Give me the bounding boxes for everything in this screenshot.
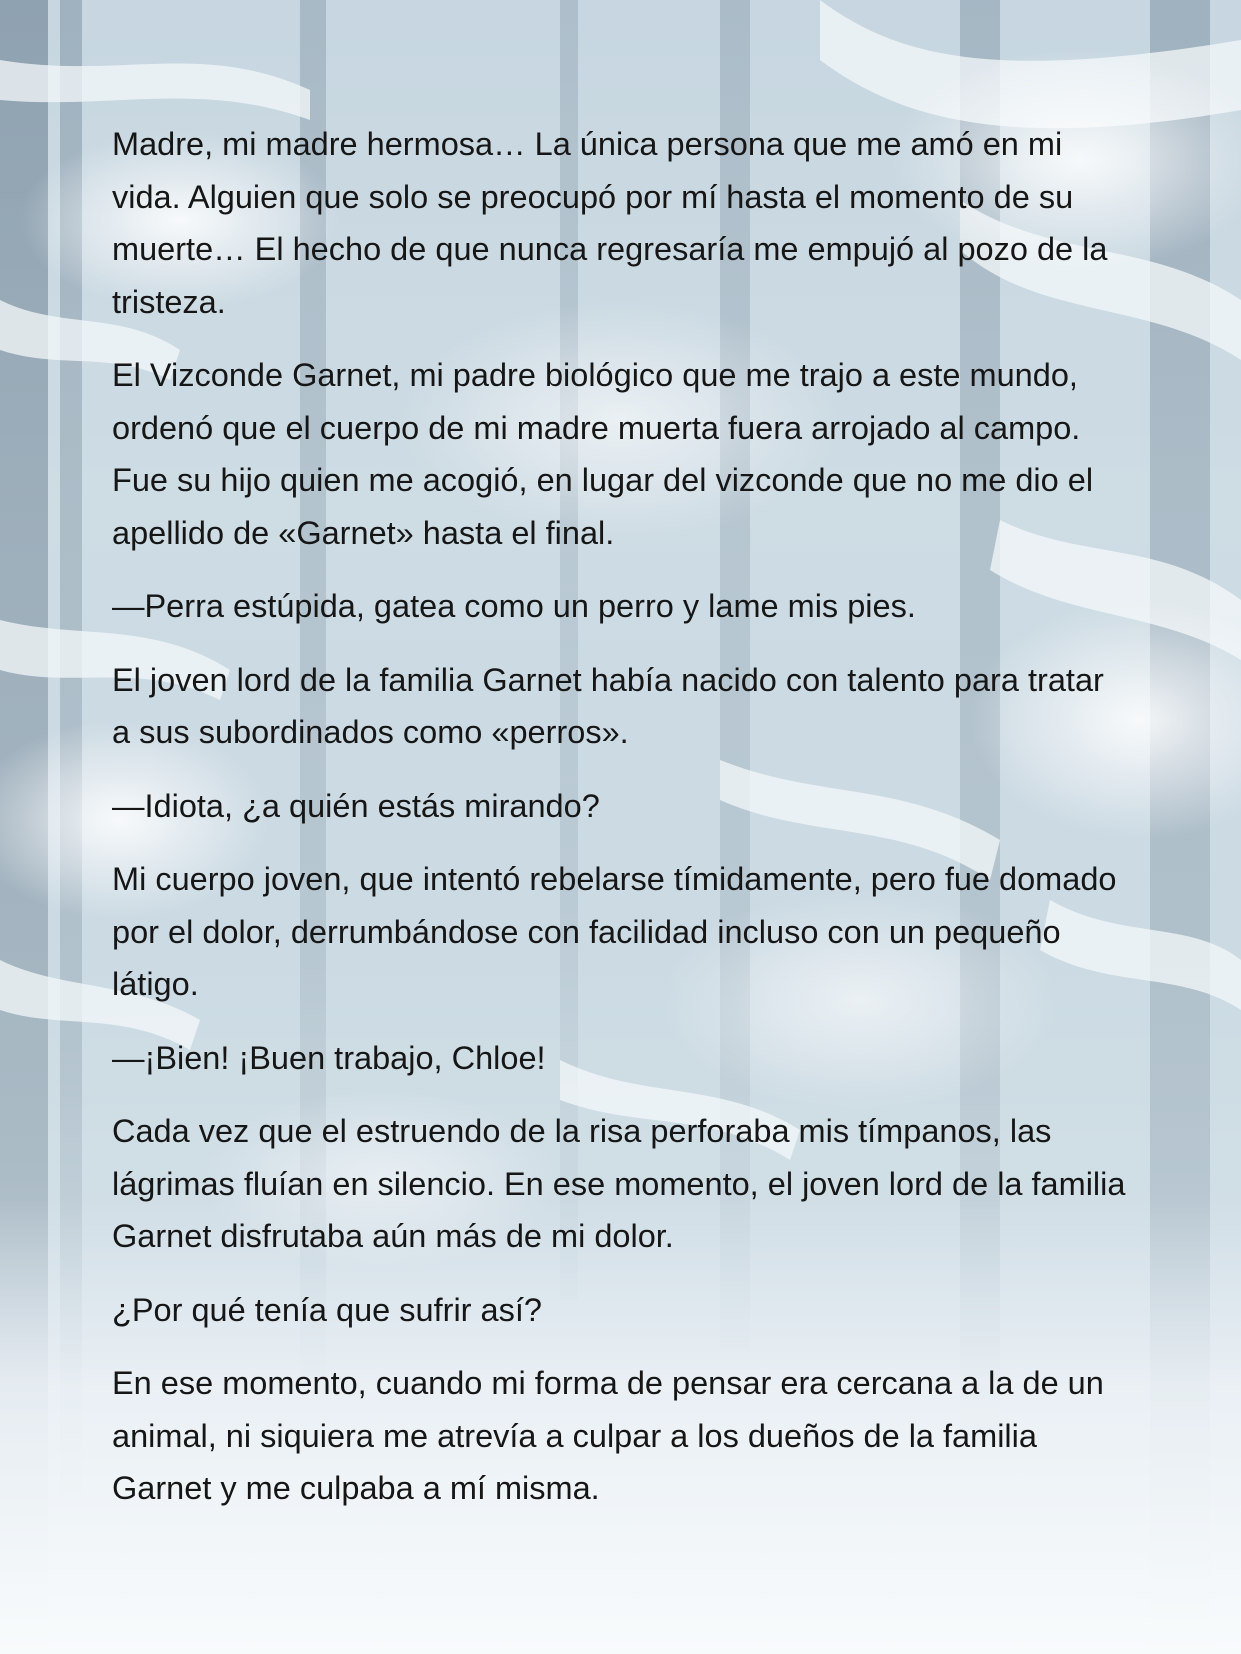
paragraph: Cada vez que el estruendo de la risa perforaba mis tímpanos, las lágrimas fluían en silencio. En ese momento, el joven lord de la familia Garnet disfrutaba aún más de mi dolor. (112, 1113, 1126, 1254)
story-text (112, 118, 1127, 1536)
paragraph: Mi cuerpo joven, que intentó rebelarse tímidamente, pero fue domado por el dolor, derrumbándose con facilidad incluso con un pequeño látigo. (112, 861, 1117, 1002)
dialogue-line: —Perra estúpida, gatea como un perro y lame mis pies. (112, 588, 916, 624)
paragraph: Madre, mi madre hermosa… La única persona que me amó en mi vida. Alguien que solo se preocupó por mí hasta el momento de su muerte… El hecho de que nunca regresaría me empujó al pozo de la tristeza. (112, 126, 1108, 320)
paragraph: El Vizconde Garnet, mi padre biológico que me trajo a este mundo, ordenó que el cuerpo de mi madre muerta fuera arrojado al campo. Fue su hijo quien me acogió, en lugar del vizconde que no me dio el apellido de «Garnet» hasta el final. (112, 357, 1094, 551)
paragraph: En ese momento, cuando mi forma de pensar era cercana a la de un animal, ni siquiera me atrevía a culpar a los dueños de la familia Garnet y me culpaba a mí misma. (112, 1365, 1104, 1506)
paragraph: El joven lord de la familia Garnet había nacido con talento para tratar a sus subordinados como «perros». (112, 661, 1104, 750)
dialogue-line: —¡Bien! ¡Buen trabajo, Chloe! (112, 1039, 546, 1076)
paragraph: ¿Por qué tenía que sufrir así? (112, 1291, 542, 1328)
dialogue-line: —Idiota, ¿a quién estás mirando? (112, 787, 600, 824)
